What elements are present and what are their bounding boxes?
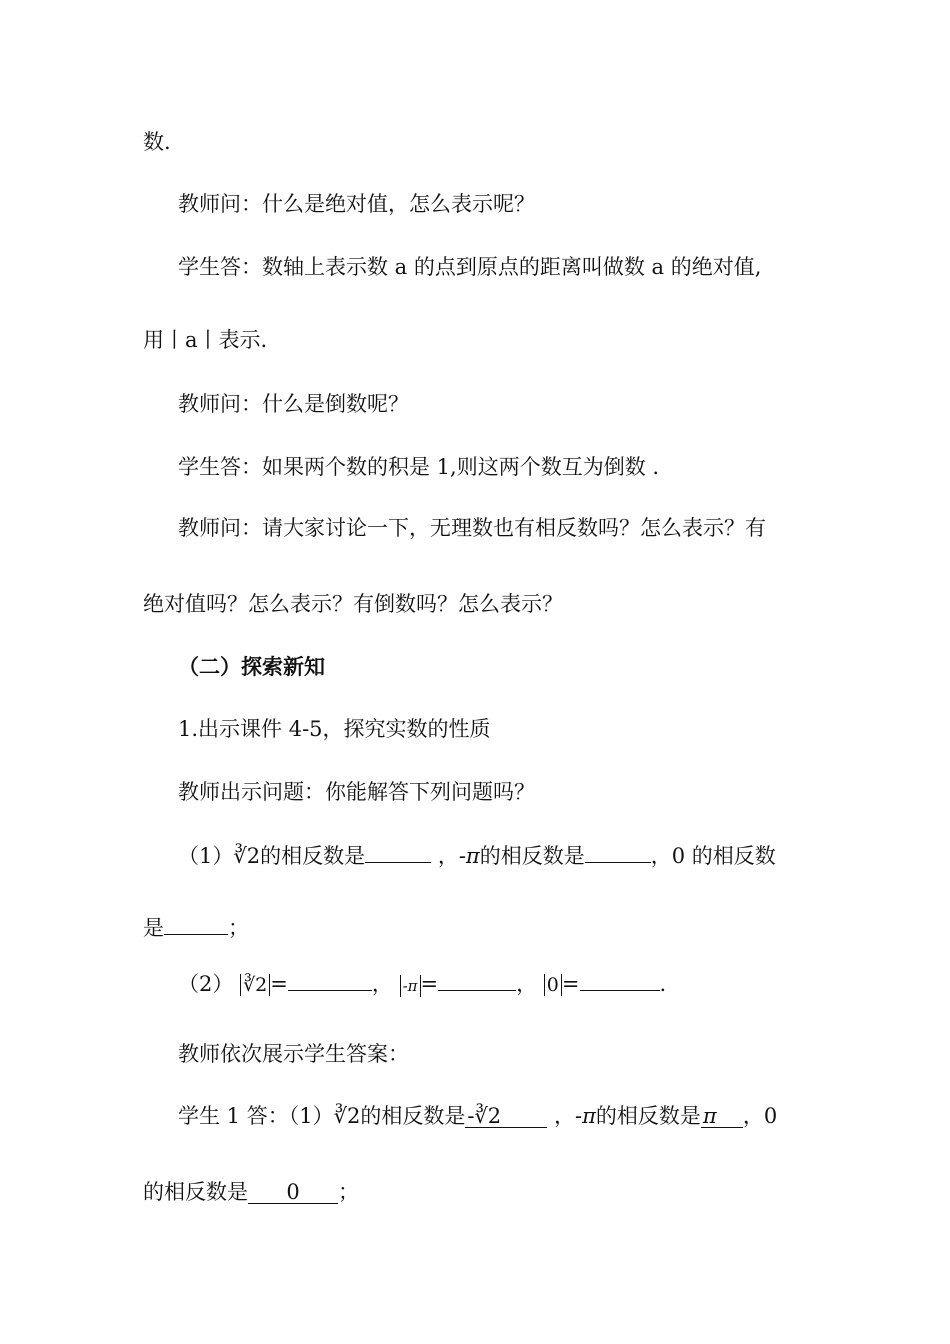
question-text: 的相反数是: [479, 844, 585, 868]
text-line: 1.出示课件 4-5，探究实数的性质: [178, 717, 491, 741]
text-line: 教师出示问题：你能解答下列问题吗？: [178, 780, 535, 804]
separator: ，: [554, 1104, 576, 1128]
answer-blank[interactable]: [585, 842, 651, 863]
separator: ，: [371, 972, 393, 996]
filled-answer: 0: [248, 1181, 338, 1204]
answer-blank[interactable]: [365, 842, 431, 863]
answer-blank[interactable]: [580, 970, 660, 991]
absolute-value-expression: ∛2: [240, 974, 270, 996]
separator: ；: [338, 1180, 359, 1204]
cube-root-expression: ∛2: [233, 844, 261, 868]
equals-sign: =: [270, 972, 288, 996]
separator: ，: [516, 972, 538, 996]
equals-sign: =: [420, 972, 439, 996]
text-line: 学生答：如果两个数的积是 1,则这两个数互为倒数 .: [178, 455, 660, 479]
answer-label: 学生 1 答：（1）: [178, 1104, 334, 1128]
pi-expression: -π: [458, 844, 480, 868]
section-heading: （二）探索新知: [178, 654, 325, 679]
question-text: 的相反数是: [260, 844, 366, 868]
answer-text: 的相反数是: [595, 1104, 701, 1128]
student-answer-continuation: [143, 1178, 359, 1206]
cube-root-expression: ∛2: [333, 1104, 361, 1128]
equals-sign: =: [561, 972, 580, 996]
absolute-value-expression: -π: [400, 975, 421, 997]
text-line: 教师问：什么是倒数呢？: [178, 392, 409, 416]
answer-text: 的相反数是: [360, 1104, 466, 1128]
pi-expression: -π: [575, 1104, 596, 1128]
answer-text: ，0: [742, 1104, 778, 1128]
answer-blank[interactable]: [164, 914, 228, 935]
question-number: （1）: [178, 844, 234, 868]
question-text: 是: [143, 916, 164, 940]
answer-blank[interactable]: [438, 970, 516, 991]
absolute-value-expression: 0: [544, 974, 562, 996]
filled-answer: -∛2: [465, 1105, 547, 1128]
separator: ，: [437, 844, 459, 868]
text-line: 教师依次展示学生答案：: [178, 1042, 409, 1066]
text-line: 数.: [143, 130, 171, 154]
answer-text: 的相反数是: [143, 1180, 248, 1204]
separator: ；: [228, 916, 249, 940]
question-1-continuation: [143, 914, 249, 942]
text-line: 用丨a丨表示.: [143, 328, 268, 352]
text-line: 教师问：什么是绝对值，怎么表示呢？: [178, 192, 535, 216]
answer-blank[interactable]: [288, 970, 372, 991]
text-line: 教师问：请大家讨论一下，无理数也有相反数吗？怎么表示？有: [178, 516, 766, 540]
question-2-line: [178, 970, 666, 998]
separator: .: [659, 972, 667, 996]
question-number: （2）: [178, 972, 234, 996]
text-line: 学生答：数轴上表示数 a 的点到原点的距离叫做数 a 的绝对值,: [178, 255, 762, 279]
text-line: 绝对值吗？怎么表示？有倒数吗？怎么表示？: [143, 592, 563, 616]
student-answer-line: [178, 1102, 777, 1130]
filled-answer: π: [701, 1105, 743, 1128]
question-1-line: [178, 842, 776, 870]
question-text: ，0 的相反数: [650, 844, 776, 868]
